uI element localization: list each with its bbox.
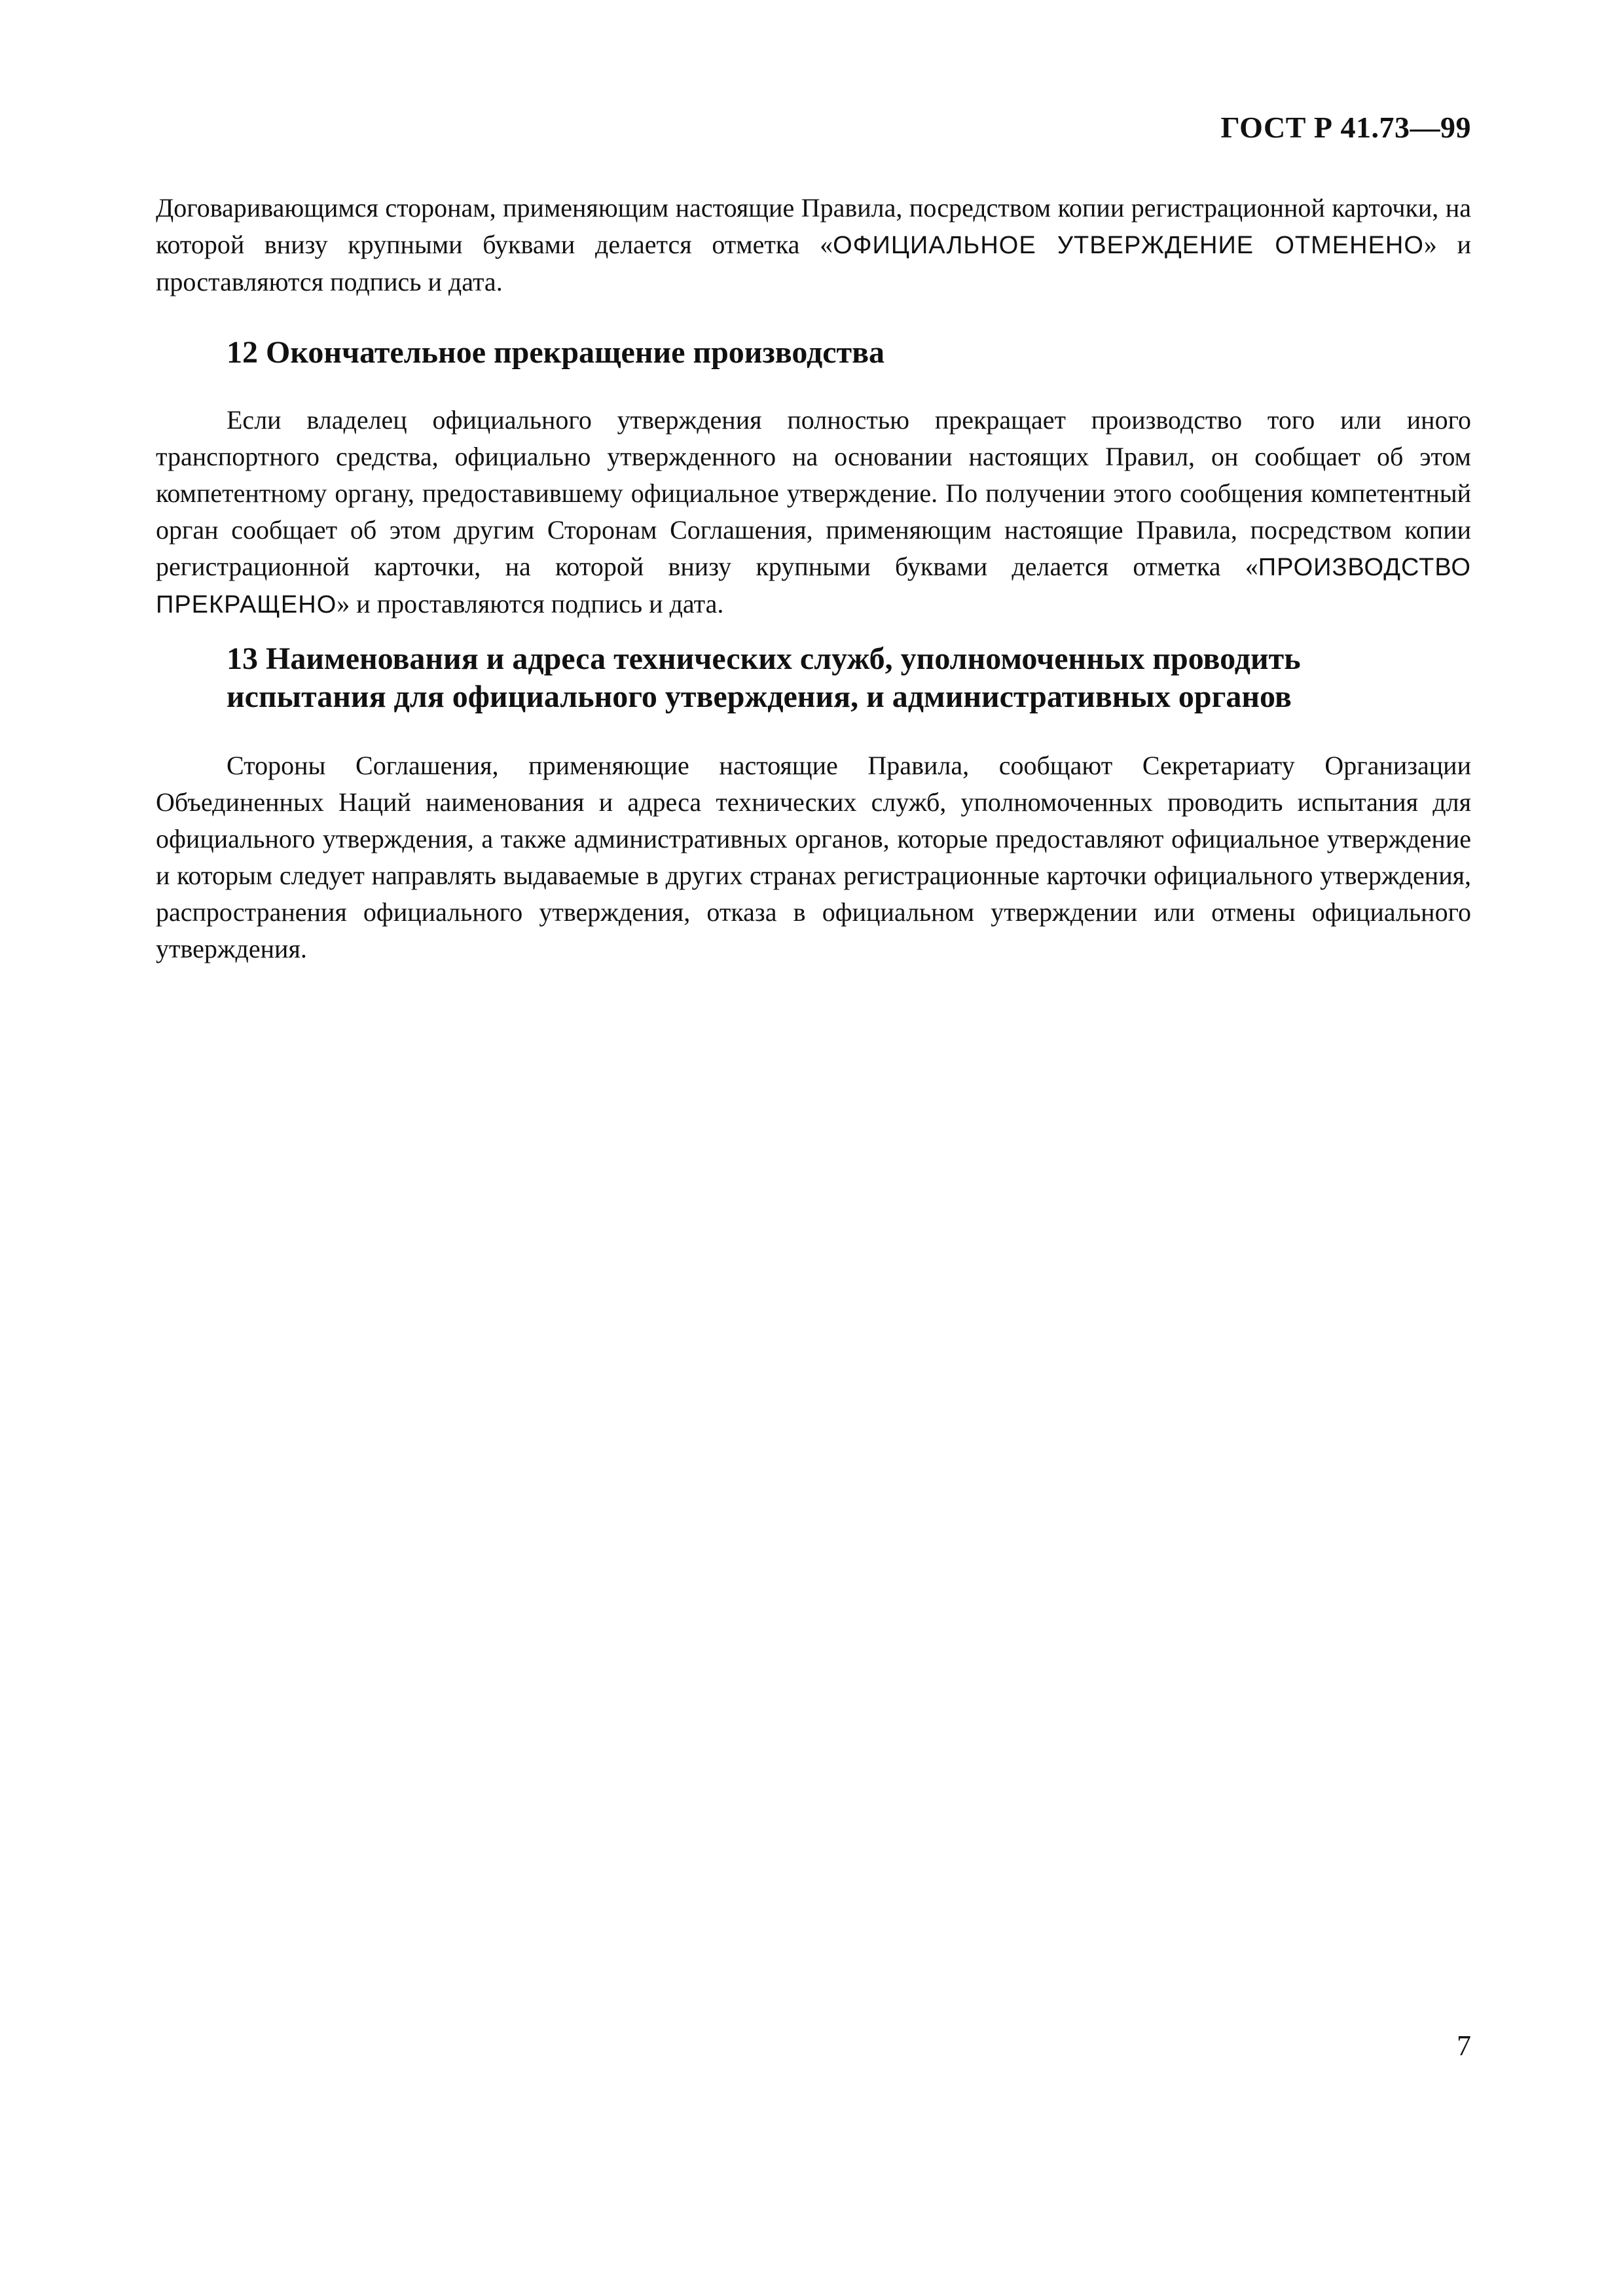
- document-code: ГОСТ Р 41.73—99: [1220, 111, 1471, 144]
- paragraph-text-start: Договаривающимся сторонам, применяющим настоящие Правила, посредством копии регистрационной карточки, на которой внизу крупными буквами делается отметка «: [156, 193, 1471, 259]
- section-13-paragraph: [156, 747, 1471, 967]
- page-number: 7: [1457, 2030, 1471, 2062]
- paragraph-text-end: » и проставляются подпись и дата.: [156, 230, 1471, 296]
- section-12-heading: 12 Окончательное прекращение производства: [227, 335, 885, 370]
- paragraph-text-start: Если владелец официального утверждения полностью прекращает производство того или иного транспортного средства, официально утвержденного на основании настоящих Правил, он сообщает об этом компетентному органу, предоставившему официальное утверждение. По получении этого сообщения компетентный орган сообщает об этом другим Сторонам Соглашения, применяющим настоящие Правила, посредством копии регистрационной карточки, на которой внизу крупными буквами делается отметка «: [156, 405, 1471, 581]
- paragraph-text-end: » и проставляются подпись и дата.: [337, 589, 724, 619]
- paragraph-text: Стороны Соглашения, применяющие настоящие Правила, сообщают Секретариату Организации Объединенных Наций наименования и адреса технических служб, уполномоченных проводить испытания для официального утверждения, а также административных органов, которые предоставляют официальное утверждение и которым следует направлять выдаваемые в других странах регистрационные карточки официального утверждения, распространения официального утверждения, отказа в официальном утверждении или отмены официального утверждения.: [156, 751, 1471, 963]
- continued-paragraph: [156, 190, 1471, 300]
- section-12-paragraph: [156, 402, 1471, 623]
- caps-mark-cancelled: ОФИЦИАЛЬНОЕ УТВЕРЖДЕНИЕ ОТМЕНЕНО: [833, 232, 1424, 259]
- section-13-heading-line-2: испытания для официального утверждения, и административных органов: [227, 679, 1292, 714]
- section-13-heading: [227, 640, 1470, 716]
- paragraph-text: [156, 190, 1471, 300]
- paragraph-text: [156, 402, 1471, 623]
- caps-mark-production-stopped: ПРОИЗВОДСТВО ПРЕКРАЩЕНО: [156, 554, 1471, 619]
- section-13-heading-line-1: 13 Наименования и адреса технических служб, уполномоченных проводить: [227, 641, 1301, 676]
